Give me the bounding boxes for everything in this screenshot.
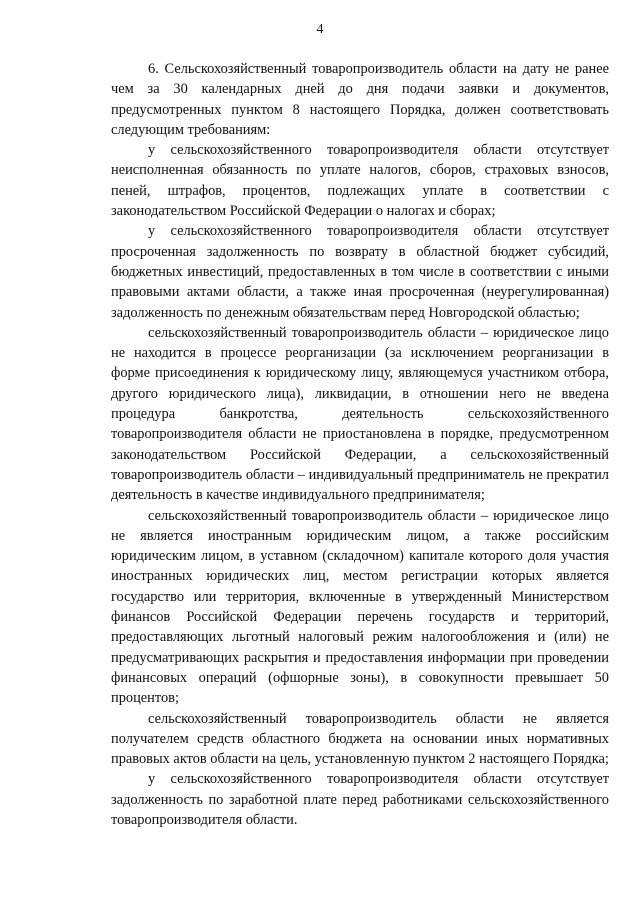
paragraph-not-foreign-entity: сельскохозяйственный товаропроизводитель области – юридическое лицо не является иностранным юридическим лицом, а также российским юридическим лицом, в уставном (складочном) капитале которого доля участия иностранных юридических лиц, местом регистрации которых является государство или территория, включенные в утвержденный Министерством финансов Российской Федерации перечень государств и территорий, предоставляющих льготный налоговый режим налогообложения и (или) не предусматривающих раскрытия и предоставления информации при проведении финансовых операций (офшорные зоны), в совокупности превышает 50 процентов; (111, 507, 609, 707)
paragraph-no-wage-debt: у сельскохозяйственного товаропроизводителя области отсутствует задолженность по заработной плате перед работниками сельскохозяйственного товаропроизводителя области. (111, 771, 609, 828)
paragraph-no-budget-debt: у сельскохозяйственного товаропроизводителя области отсутствует просроченная задолженность по возврату в областной бюджет субсидий, бюджетных инвестиций, предоставленных в том числе в соответствии с иными правовыми актами области, а также иная просроченная (неурегулированная) задолженность по денежным обязательствам перед Новгородской областью; (111, 223, 609, 321)
document-body (111, 59, 609, 830)
paragraph-no-tax-debt: у сельскохозяйственного товаропроизводителя области отсутствует неисполненная обязанность по уплате налогов, сборов, страховых взносов, пеней, штрафов, процентов, подлежащих уплате в соответствии с законодательством Российской Федерации о налогах и сборах; (111, 142, 609, 220)
paragraph-no-reorganization: сельскохозяйственный товаропроизводитель области – юридическое лицо не находится в процессе реорганизации (за исключением реорганизации в форме присоединения к юридическому лицу, являющемуся участником отбора, другого юридического лица), ликвидации, в отношении него не введена процедура банкротства, деятельность сельскохозяйственного товаропроизводителя области не приостановлена в порядке, предусмотренном законодательством Российской Федерации, а сельскохозяйственный товаропроизводитель области – индивидуальный предприниматель не прекратил деятельность в качестве индивидуального предпринимателя; (111, 324, 609, 504)
paragraph-requirements-intro: 6. Сельскохозяйственный товаропроизводитель области на дату не ранее чем за 30 календарных дней до дня подачи заявки и документов, предусмотренных пунктом 8 настоящего Порядка, должен соответствовать следующим требованиям: (111, 61, 609, 138)
paragraph-not-other-funding: сельскохозяйственный товаропроизводитель области не является получателем средств областного бюджета на основании иных нормативных правовых актов области на цель, установленную пунктом 2 настоящего Порядка; (111, 710, 609, 768)
page-number: 4 (316, 22, 324, 37)
